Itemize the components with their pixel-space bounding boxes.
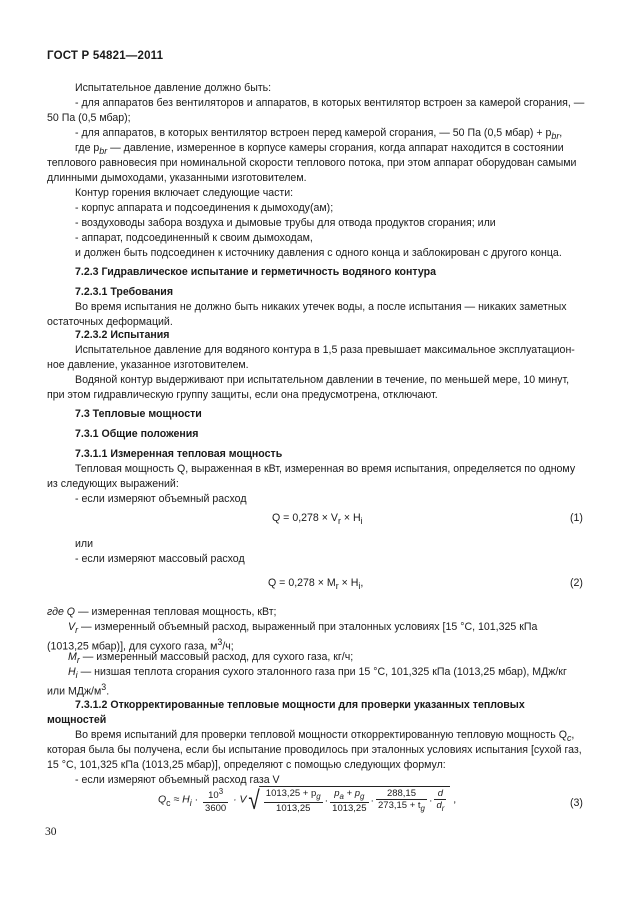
- variable-definition: $M_r$ — измеренный массовый расход, для сухого газа, кг/ч;: [68, 651, 354, 666]
- subsection-heading: 7.3.1.2 Откорректированные тепловые мощности для проверки указанных тепловых: [75, 699, 525, 711]
- fraction: $\frac{10^3}{3600}$: [205, 787, 227, 814]
- paragraph-line: длинными дымоходами, указанными изготовителем.: [47, 172, 307, 184]
- paragraph-line: теплового равновесия при номинальной скорости теплового потока, при этом аппарат оборудован самыми: [47, 157, 577, 169]
- paragraph-line: Водяной контур выдерживают при испытательном давлении в течение, по меньшей мере, 10 минут,: [75, 374, 570, 386]
- sqrt-icon: √: [247, 784, 260, 815]
- list-item: - если измеряют объемный расход газа V: [75, 774, 280, 786]
- paragraph-line: 50 Па (0,5 мбар);: [47, 112, 131, 124]
- paragraph-line: Испытательное давление должно быть:: [75, 82, 272, 94]
- paragraph-line: ное давление, указанное изготовителем.: [47, 359, 249, 371]
- equation-2: $Q = 0,278 \times M_r \times H_i$,: [268, 577, 364, 592]
- paragraph-line: Во время испытания не должно быть никаких утечек воды, а после испытания — никаких заметных: [75, 301, 567, 313]
- paragraph-line: Контур горения включает следующие части:: [75, 187, 294, 199]
- equation-number: (3): [570, 797, 583, 809]
- equation-1: $Q = 0,278 \times V_r \times H_i$: [272, 512, 363, 527]
- equation-number: (1): [570, 512, 583, 524]
- sqrt-radicand: $\frac{1013,25 + p_g}{1013,25}$ · $\frac{p_a + p_g}{1013,25}$ · $\frac{288,15}{273,15 + t_g}$ · $\frac{d}{d_r}$: [259, 786, 451, 814]
- subsection-heading: 7.3.1.1 Измеренная тепловая мощность: [75, 448, 283, 460]
- subsection-heading: мощностей: [47, 714, 107, 726]
- variable-definition: $H_i$ — низшая теплота сгорания сухого эталонного газа при 15 °C, 101,325 кПа (1013,25 мбар), МДж/кг: [68, 666, 567, 681]
- paragraph-line: или: [75, 538, 94, 550]
- variable-definition: где Q — измеренная тепловая мощность, кВт;: [47, 606, 277, 618]
- paragraph-line: остаточных деформаций.: [47, 316, 173, 328]
- paragraph-line: Испытательное давление для водяного контура в 1,5 раза превышает максимальное эксплуатацион-: [75, 344, 575, 356]
- paragraph-line: 15 °C, 101,325 кПа (1013,25 мбар)], определяют с помощью следующих формул:: [47, 759, 446, 771]
- list-item: - если измеряют массовый расход: [75, 553, 245, 565]
- paragraph-line: - для аппаратов без вентиляторов и аппаратов, в которых вентилятор встроен за камерой сгорания, —: [75, 97, 585, 109]
- list-item: - воздуховоды забора воздуха и дымовые трубы для отвода продуктов сгорания; или: [75, 217, 496, 229]
- paragraph-line: Во время испытаний для проверки тепловой мощности откорректированную тепловую мощность $Q_c$,: [75, 729, 575, 744]
- page-number: 30: [45, 826, 57, 838]
- paragraph-line: и должен быть подсоединен к источнику давления с одного конца и заблокирован с другого конца.: [75, 247, 562, 259]
- list-item: - корпус аппарата и подсоединения к дымоходу(ам);: [75, 202, 334, 214]
- list-item: - аппарат, подсоединенный к своим дымоходам,: [75, 232, 313, 244]
- variable-definition: (1013,25 мбар)], для сухого газа, $м^3/ч$;: [47, 637, 234, 653]
- section-heading: 7.3.1 Общие положения: [75, 428, 199, 440]
- variable-definition: $V_r$ — измеренный объемный расход, выраженный при эталонных условиях [15 °C, 101,325 кПа: [68, 621, 538, 636]
- paragraph-line: при этом гидравлическую группу защиты, если она предусмотрена, отключают.: [47, 389, 438, 401]
- equation-3: $Q_c \approx H_i$ · $\frac{10^3}{3600}$ · V√ $\frac{1013,25 + p_g}{1013,25}$ · $\frac{p_a + p_g}{1013,25}$ · $\frac{288,15}{273,15 + t_g}$ · $\frac{d}{d_r}$ ,: [158, 784, 457, 815]
- paragraph-line: где $p_{br}$ — давление, измеренное в корпусе камеры сгорания, когда аппарат находится в состоянии: [75, 142, 564, 157]
- paragraph-line: Тепловая мощность Q, выраженная в кВт, измеренная во время испытания, определяется по одному: [75, 463, 576, 475]
- subsection-heading: 7.2.3.2 Испытания: [75, 329, 170, 341]
- section-heading: 7.2.3 Гидравлическое испытание и герметичность водяного контура: [75, 266, 436, 278]
- paragraph-line: из следующих выражений:: [47, 478, 179, 490]
- section-heading: 7.3 Тепловые мощности: [75, 408, 202, 420]
- paragraph-line: - для аппаратов, в которых вентилятор встроен перед камерой сгорания, — 50 Па (0,5 мбар) + $p_{br}$,: [75, 127, 563, 142]
- variable-definition: или МДж/$м^3$.: [47, 682, 110, 698]
- document-header: ГОСТ Р 54821—2011: [47, 50, 164, 62]
- list-item: - если измеряют объемный расход: [75, 493, 247, 505]
- paragraph-line: которая была бы получена, если бы испытание проводилось при эталонных условиях испытания [сухой газ,: [47, 744, 582, 756]
- equation-number: (2): [570, 577, 583, 589]
- subsection-heading: 7.2.3.1 Требования: [75, 286, 174, 298]
